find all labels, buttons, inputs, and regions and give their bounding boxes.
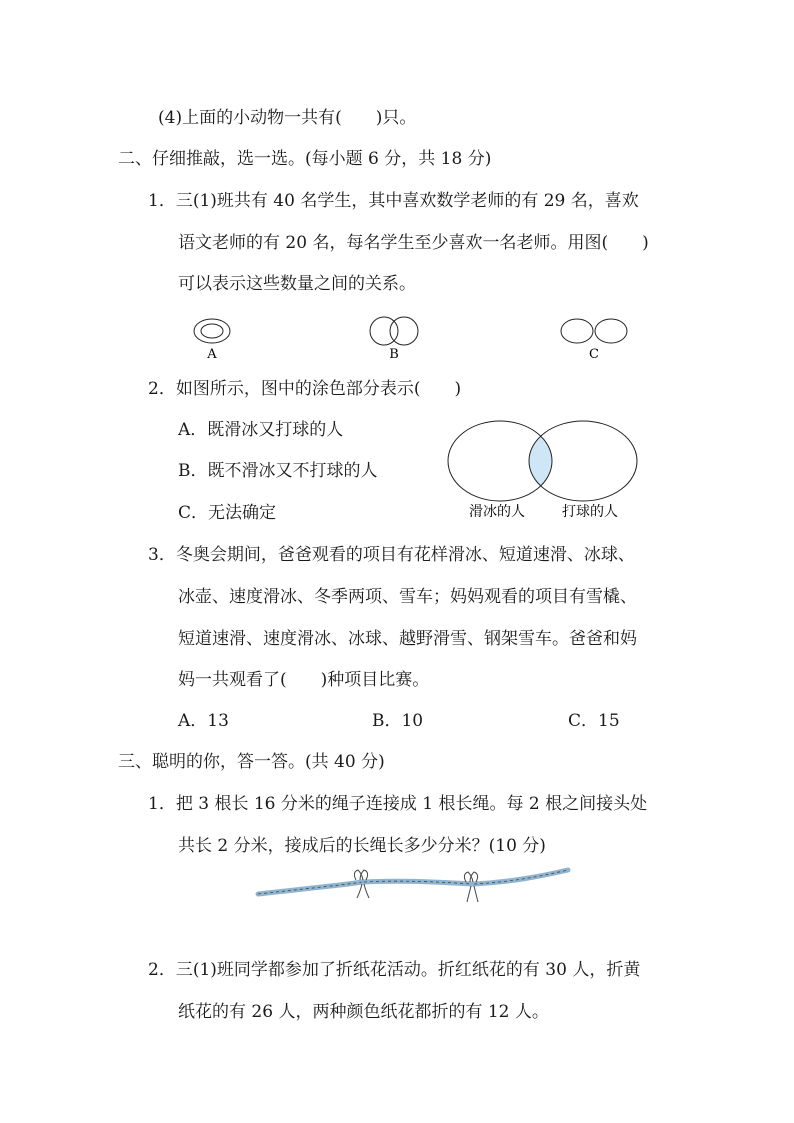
q3-1-line2: 共长 2 分米，接成后的长绳长多少分米？(10 分) (178, 836, 546, 856)
q2-2-option-c: C．无法确定 (178, 503, 277, 523)
venn-diagram (440, 418, 650, 526)
option-diagrams (180, 312, 650, 364)
q3-2-line1: 2．三(1)班同学都参加了折纸花活动。折红纸花的有 30 人，折黄 (148, 960, 641, 980)
prev-question-4: (4)上面的小动物一共有( )只。 (158, 108, 417, 128)
q2-2-stem: 2．如图所示，图中的涂色部分表示( ) (148, 379, 462, 399)
q2-3-line1: 3．冬奥会期间，爸爸观看的项目有花样滑冰、短道速滑、冰球、 (148, 545, 635, 565)
q2-1-line3: 可以表示这些数量之间的关系。 (178, 274, 416, 294)
diagram-b (370, 317, 418, 362)
rope-illustration (252, 862, 574, 910)
q2-3-option-a: A．13 (178, 711, 229, 731)
q2-2-option-b: B．既不滑冰又不打球的人 (178, 461, 378, 481)
q3-2-line2: 纸花的有 26 人，两种颜色纸花都折的有 12 人。 (178, 1002, 549, 1022)
q2-3-option-b: B．10 (372, 711, 424, 731)
q2-1-line2: 语文老师的有 20 名，每名学生至少喜欢一名老师。用图( ) (178, 233, 649, 253)
venn-right-label: 打球的人 (562, 504, 618, 520)
venn-left-label: 滑冰的人 (469, 504, 525, 520)
section-2-title: 二、仔细推敲，选一选。(每小题 6 分，共 18 分) (118, 149, 492, 169)
q3-1-line1: 1．把 3 根长 16 分米的绳子连接成 1 根长绳。每 2 根之间接头处 (148, 794, 648, 814)
q2-3-line3: 短道速滑、速度滑冰、冰球、越野滑雪、钢架雪车。爸爸和妈 (178, 629, 637, 649)
diagram-a-label: A (207, 347, 217, 362)
diagram-b-label: B (389, 347, 399, 362)
q2-1-line1: 1．三(1)班共有 40 名学生，其中喜欢数学老师的有 29 名，喜欢 (148, 191, 639, 211)
q2-3-option-c: C．15 (568, 711, 620, 731)
diagram-c (561, 319, 627, 362)
q2-2-option-a: A．既滑冰又打球的人 (178, 420, 344, 440)
diagram-a (194, 319, 230, 362)
q2-3-line2: 冰壶、速度滑冰、冬季两项、雪车；妈妈观看的项目有雪橇、 (178, 587, 637, 607)
section-3-title: 三、聪明的你，答一答。(共 40 分) (118, 752, 385, 772)
diagram-c-label: C (589, 347, 599, 362)
knot-2 (464, 872, 478, 902)
q2-3-line4: 妈一共观看了( )种项目比赛。 (178, 670, 430, 690)
